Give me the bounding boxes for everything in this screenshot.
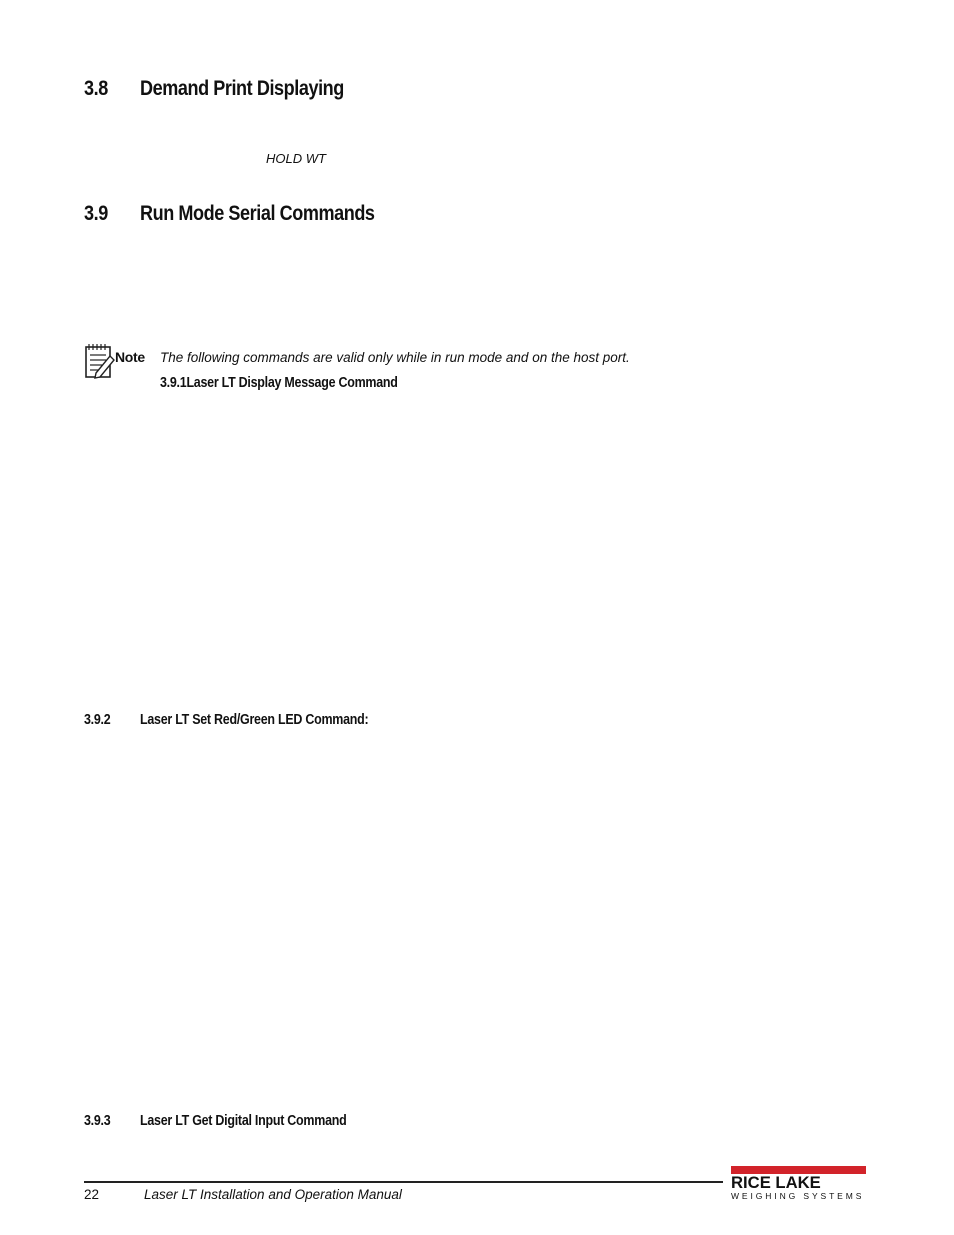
- section-3-9-1-heading: 3.9.1Laser LT Display Message Command: [160, 375, 398, 391]
- logo-main-text: RICE LAKE: [731, 1173, 821, 1192]
- note-text: The following commands are valid only while in run mode and on the host port.: [160, 350, 630, 365]
- rice-lake-logo: [731, 1174, 871, 1202]
- footer-rule: [84, 1181, 723, 1183]
- page-number: 22: [84, 1187, 100, 1202]
- section-3-9-number: 3.9: [84, 202, 108, 225]
- manual-title: Laser LT Installation and Operation Manual: [144, 1187, 402, 1202]
- logo-sub-text: WEIGHING SYSTEMS: [731, 1191, 865, 1201]
- hold-wt-label: HOLD WT: [266, 151, 326, 166]
- note-label: Note: [115, 349, 145, 365]
- section-3-9-title: Run Mode Serial Commands: [140, 202, 375, 225]
- section-3-8-title: Demand Print Displaying: [140, 77, 344, 100]
- section-3-9-3-title: Laser LT Get Digital Input Command: [140, 1113, 347, 1129]
- section-3-9-2-title: Laser LT Set Red/Green LED Command:: [140, 712, 369, 728]
- section-3-9-3-number: 3.9.3: [84, 1113, 111, 1129]
- section-3-9-2-number: 3.9.2: [84, 712, 111, 728]
- note-icon: [84, 342, 116, 380]
- section-3-8-number: 3.8: [84, 77, 108, 100]
